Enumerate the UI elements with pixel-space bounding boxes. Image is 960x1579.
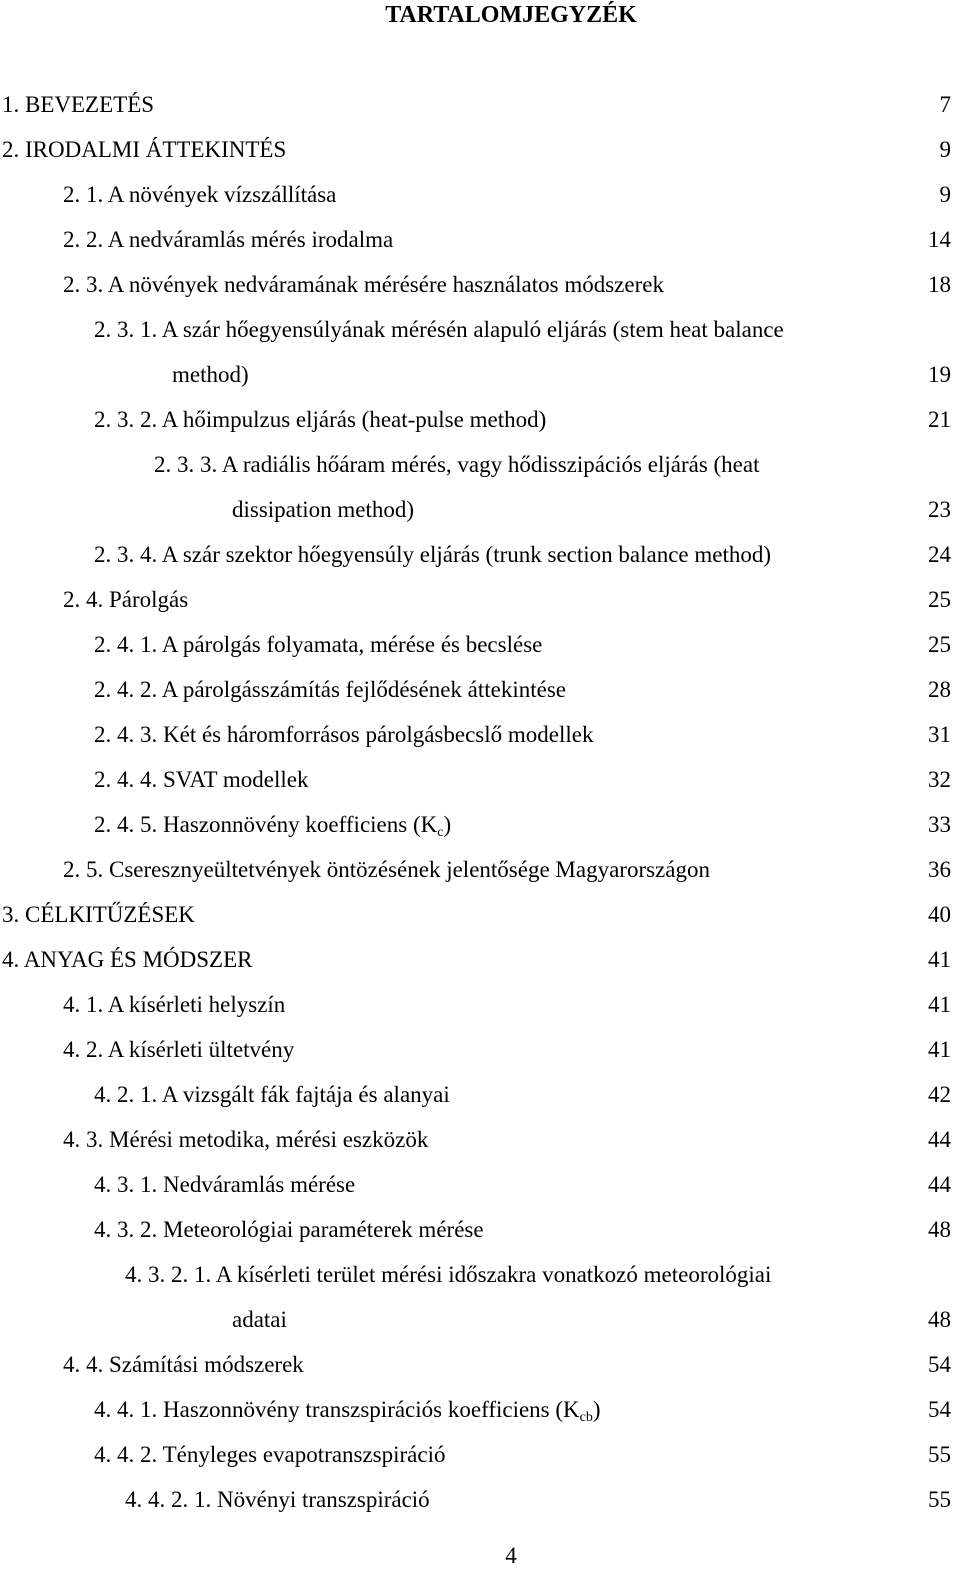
toc-entry-page: 9 bbox=[939, 137, 951, 162]
toc-entry-text: 2. IRODALMI ÁTTEKINTÉS bbox=[2, 137, 287, 162]
toc-entry-text: 4. 1. A kísérleti helyszín bbox=[63, 992, 286, 1017]
toc-entry-page: 18 bbox=[928, 272, 951, 297]
toc-entry-page: 48 bbox=[928, 1217, 951, 1242]
toc-entry[interactable] bbox=[0, 405, 960, 435]
toc-entry[interactable] bbox=[0, 90, 960, 120]
toc-entry[interactable] bbox=[0, 765, 960, 795]
toc-entry-text: 2. 4. 4. SVAT modellek bbox=[94, 767, 309, 792]
toc-entry[interactable] bbox=[0, 675, 960, 705]
toc-entry-text: 4. 4. Számítási módszerek bbox=[63, 1352, 304, 1377]
toc-entry-text: 2. 3. 1. A szár hőegyensúlyának mérésén alapuló eljárás (stem heat balance bbox=[94, 317, 784, 342]
toc-entry-text: adatai bbox=[232, 1307, 287, 1332]
toc-entry-page: 41 bbox=[928, 992, 951, 1017]
toc-entry-page: 44 bbox=[928, 1127, 951, 1152]
toc-title: TARTALOMJEGYZÉK bbox=[385, 2, 637, 28]
toc-entry-page: 55 bbox=[928, 1487, 951, 1512]
toc-entry-page: 48 bbox=[928, 1307, 951, 1332]
toc-entry-text: 4. 3. 2. 1. A kísérleti terület mérési időszakra vonatkozó meteorológiai bbox=[125, 1262, 772, 1287]
toc-entry-page: 44 bbox=[928, 1172, 951, 1197]
footer-page-number: 4 bbox=[505, 1543, 517, 1568]
toc-entry-text: 4. 3. 1. Nedváramlás mérése bbox=[94, 1172, 356, 1197]
toc-entry[interactable] bbox=[0, 1260, 960, 1290]
toc-entry-text: 4. 3. 2. Meteorológiai paraméterek mérése bbox=[94, 1217, 484, 1242]
toc-entry[interactable] bbox=[0, 990, 960, 1020]
toc-entry[interactable] bbox=[0, 1485, 960, 1515]
toc-entry[interactable] bbox=[0, 945, 960, 975]
toc-entry-text: dissipation method) bbox=[232, 497, 415, 522]
toc-entry-text-after: ) bbox=[592, 1397, 601, 1422]
toc-entry[interactable] bbox=[0, 135, 960, 165]
toc-entry-page: 54 bbox=[928, 1397, 951, 1422]
toc-entry[interactable] bbox=[0, 270, 960, 300]
toc-entry-page: 21 bbox=[928, 407, 951, 432]
toc-entry-page: 55 bbox=[928, 1442, 951, 1467]
toc-entry[interactable] bbox=[0, 495, 960, 525]
toc-entry-page: 24 bbox=[928, 542, 951, 567]
toc-entry-text: 4. 3. Mérési metodika, mérési eszközök bbox=[63, 1127, 429, 1152]
toc-entry-text: 2. 3. 2. A hőimpulzus eljárás (heat-pulse method) bbox=[94, 407, 547, 432]
toc-entry[interactable] bbox=[0, 315, 960, 345]
toc-entry-page: 36 bbox=[928, 857, 951, 882]
toc-entry-text: 4. 4. 2. Tényleges evapotranszspiráció bbox=[94, 1442, 446, 1467]
toc-entry[interactable] bbox=[0, 1395, 960, 1425]
toc-entry[interactable] bbox=[0, 1350, 960, 1380]
toc-entry-subscript: c bbox=[437, 825, 444, 840]
toc-entry-text: 2. 3. 4. A szár szektor hőegyensúly eljárás (trunk section balance method) bbox=[94, 542, 772, 567]
toc-entry-text: 4. 2. A kísérleti ültetvény bbox=[63, 1037, 295, 1062]
toc-entry-text: 2. 4. Párolgás bbox=[63, 587, 189, 612]
toc-entry-text: 4. 2. 1. A vizsgált fák fajtája és alanyai bbox=[94, 1082, 450, 1107]
toc-entry[interactable] bbox=[0, 900, 960, 930]
toc-entry-page: 25 bbox=[928, 587, 951, 612]
toc-entry-page: 19 bbox=[928, 362, 951, 387]
toc-entry[interactable] bbox=[0, 180, 960, 210]
toc-entry[interactable] bbox=[0, 1125, 960, 1155]
toc-entry-page: 31 bbox=[928, 722, 951, 747]
toc-entry-text: 3. CÉLKITŰZÉSEK bbox=[2, 902, 195, 927]
toc-entry-text: 2. 3. A növények nedváramának mérésére használatos módszerek bbox=[63, 272, 664, 297]
toc-entry-text-main: 2. 4. 5. Haszonnövény koefficiens (K bbox=[94, 812, 438, 837]
toc-entry-text: 2. 4. 3. Két és háromforrásos párolgásbecslő modellek bbox=[94, 722, 594, 747]
toc-entry-text: 4. ANYAG ÉS MÓDSZER bbox=[2, 947, 253, 972]
toc-entry[interactable] bbox=[0, 1440, 960, 1470]
toc-entry[interactable] bbox=[0, 810, 960, 840]
toc-entry[interactable] bbox=[0, 450, 960, 480]
toc-entry-text bbox=[94, 810, 451, 840]
toc-entry-text-after: ) bbox=[443, 812, 452, 837]
toc-entry-subscript: cb bbox=[579, 1410, 593, 1425]
toc-entry-page: 41 bbox=[928, 1037, 951, 1062]
toc-entry[interactable] bbox=[0, 1170, 960, 1200]
toc-entry-text: 2. 1. A növények vízszállítása bbox=[63, 182, 337, 207]
toc-entry[interactable] bbox=[0, 585, 960, 615]
toc-entry-text: 2. 4. 2. A párolgásszámítás fejlődésének áttekintése bbox=[94, 677, 567, 702]
toc-entry-text: 2. 2. A nedváramlás mérés irodalma bbox=[63, 227, 394, 252]
toc-entry-page: 42 bbox=[928, 1082, 951, 1107]
toc-entry[interactable] bbox=[0, 540, 960, 570]
toc-entry-page: 40 bbox=[928, 902, 951, 927]
toc-entry-text: 2. 4. 1. A párolgás folyamata, mérése és becslése bbox=[94, 632, 543, 657]
toc-entry-page: 33 bbox=[928, 812, 951, 837]
toc-entry[interactable] bbox=[0, 1080, 960, 1110]
toc-entry[interactable] bbox=[0, 1215, 960, 1245]
toc-entry-page: 54 bbox=[928, 1352, 951, 1377]
toc-entry-text: method) bbox=[172, 362, 249, 387]
toc-entry[interactable] bbox=[0, 1305, 960, 1335]
toc-entry-text: 2. 3. 3. A radiális hőáram mérés, vagy hődisszipációs eljárás (heat bbox=[154, 452, 760, 477]
toc-entry-page: 23 bbox=[928, 497, 951, 522]
toc-entry-text: 1. BEVEZETÉS bbox=[2, 92, 155, 117]
toc-entry-page: 41 bbox=[928, 947, 951, 972]
toc-entry-page: 14 bbox=[928, 227, 951, 252]
toc-entry-page: 7 bbox=[939, 92, 951, 117]
toc-entry-page: 32 bbox=[928, 767, 951, 792]
toc-entry-text: 4. 4. 2. 1. Növényi transzspiráció bbox=[125, 1487, 430, 1512]
toc-entry[interactable] bbox=[0, 1035, 960, 1065]
toc-entry-text-main: 4. 4. 1. Haszonnövény transzspirációs koefficiens (K bbox=[94, 1397, 580, 1422]
toc-entry-text bbox=[94, 1395, 601, 1425]
toc-entry[interactable] bbox=[0, 225, 960, 255]
toc-entry-page: 25 bbox=[928, 632, 951, 657]
toc-entry[interactable] bbox=[0, 360, 960, 390]
toc-entry[interactable] bbox=[0, 720, 960, 750]
toc-entry-page: 28 bbox=[928, 677, 951, 702]
toc-entry-text: 2. 5. Cseresznyeültetvények öntözésének jelentősége Magyarországon bbox=[63, 857, 710, 882]
toc-entry-page: 9 bbox=[939, 182, 951, 207]
toc-entry[interactable] bbox=[0, 630, 960, 660]
toc-entry[interactable] bbox=[0, 855, 960, 885]
